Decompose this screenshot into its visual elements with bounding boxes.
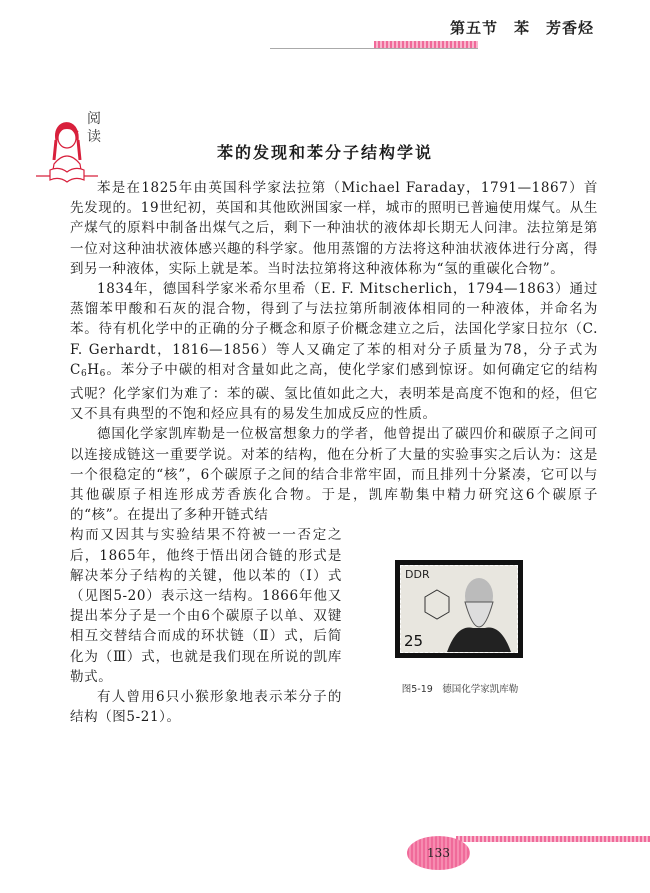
subscript: 6 <box>80 368 88 379</box>
stamp-value: 25 <box>404 632 424 650</box>
kekule-portrait <box>447 572 511 652</box>
subscript: 6 <box>99 368 106 379</box>
header-decoration-band <box>374 41 478 48</box>
header-divider <box>270 48 478 49</box>
paragraph-faraday: 苯是在1825年由英国科学家法拉第（Michael Faraday，1791—1867）首先发现的。19世纪初，英国和其他欧洲国家一样，城市的照明已普遍使用煤气。从生产煤气的原料中制备出煤气之后，剩下一种油状的液体却长期无人问津。法拉第是第一位对这种油状液体感兴趣的科学家。他用蒸馏的方法将这种油状液体进行分离，得到另一种液体，实际上就是苯。当时法拉第将这种液体称为“氢的重碳化合物”。 <box>70 180 598 277</box>
figure-kekule-stamp <box>395 560 525 695</box>
figure-caption: 图5-19 德国化学家凯库勒 <box>401 684 519 695</box>
section-header: 第五节 苯 芳香烃 <box>449 19 594 37</box>
page-number-badge <box>407 836 470 870</box>
footer-decoration-band <box>456 836 650 842</box>
paragraph-text: 1834年，德国科学家米希尔里希（E. F. Mitscherlich，1794—1863）通过蒸馏苯甲酸和石灰的混合物，得到了与法拉第所制液体相同的一种液体，并命名为苯。待有机化学中的正确的分子概念和原子价概念建立之后，法国化学家日拉尔（C. F. Gerhardt，1816—1856）等人又确定了苯的相对分子质量为78，分子式为C <box>70 281 598 378</box>
stamp-country: DDR <box>405 568 430 581</box>
reading-label: 阅读 <box>87 111 101 145</box>
paragraph-kekule-continued: 构而又因其与实验结果不符被一一否定之后，1865年，他终于悟出闭合链的形式是解决苯分子结构的关键，他以苯的（Ⅰ）式（见图5-20）表示这一结构。1866年他又提出苯分子是一个由6个碳原子以单、双键相互交替结合而成的环状链（Ⅱ）式，后简化为（Ⅲ）式，也就是我们现在所说的凯库勒式。 <box>70 527 342 685</box>
paragraph-mitscherlich <box>70 279 598 424</box>
article-title: 苯的发现和苯分子结构学说 <box>216 143 433 162</box>
paragraph-kekule: 德国化学家凯库勒是一位极富想象力的学者，他曾提出了碳四价和碳原子之间可以连接成链这一重要学说。对苯的结构，他在分析了大量的实验事实之后认为：这是一个很稳定的“核”，6个碳原子之间的结合非常牢固，而且排列十分紧凑，它可以与其他碳原子相连形成芳香族化合物。于是，凯库勒集中精力研究这6个碳原子的“核”。在提出了多种开链式结 <box>70 426 598 524</box>
paragraph-monkeys: 有人曾用6只小猴形象地表示苯分子的结构（图5-21）。 <box>70 689 342 726</box>
page-number: 133 <box>427 846 450 860</box>
paragraph-text: 。苯分子中碳的相对含量如此之高，使化学家们感到惊讶。如何确定它的结构式呢？化学家们为难了：苯的碳、氢比值如此之大，表明苯是高度不饱和的烃，但它又不具有典型的不饱和烃应具有的易发生加成反应的性质。 <box>70 361 598 423</box>
stamp-image <box>395 560 523 658</box>
formula-h: H <box>87 361 100 378</box>
